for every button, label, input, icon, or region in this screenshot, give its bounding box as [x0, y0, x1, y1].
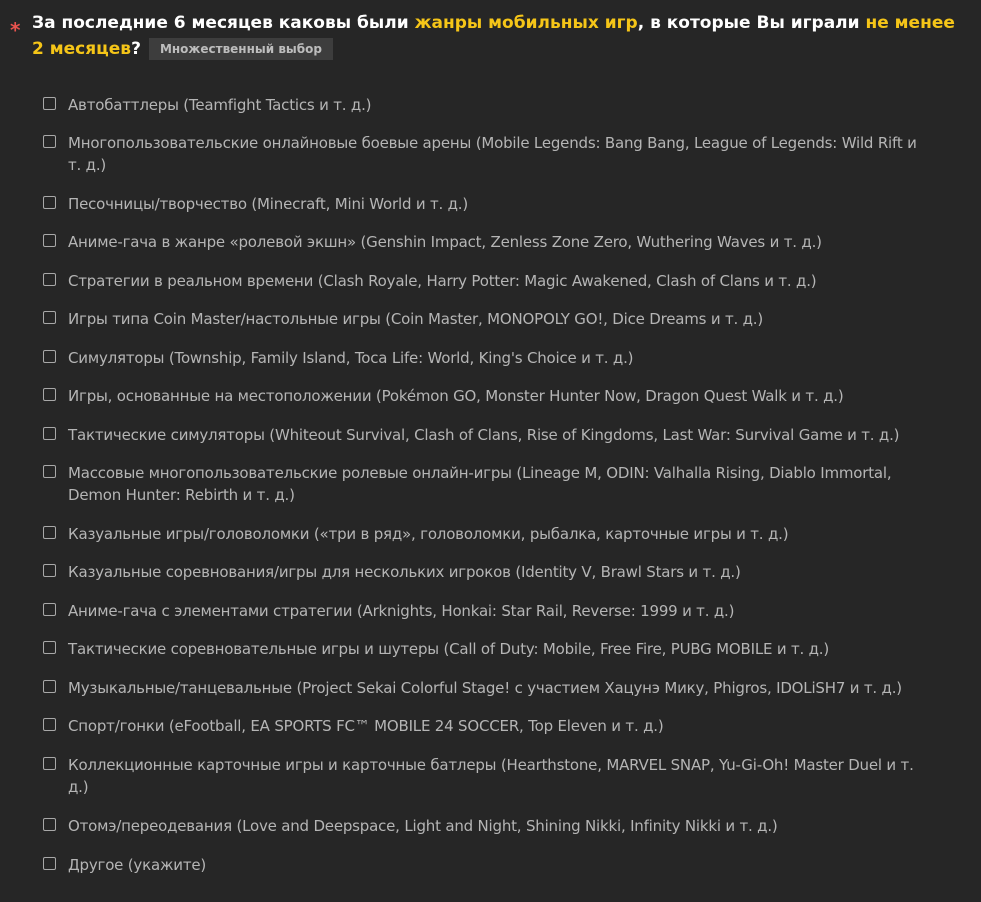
option-checkbox[interactable] [43, 234, 56, 247]
option-label[interactable]: Тактические соревновательные игры и шутеры (Call of Duty: Mobile, Free Fire, PUBG MOBILE и т. д.) [68, 640, 830, 658]
option-checkbox[interactable] [43, 526, 56, 539]
option-checkbox[interactable] [43, 196, 56, 209]
option-checkbox[interactable] [43, 718, 56, 731]
option-checkbox[interactable] [43, 465, 56, 478]
option-label[interactable]: Аниме-гача в жанре «ролевой экшн» (Genshin Impact, Zenless Zone Zero, Wuthering Waves и т. д.) [68, 233, 822, 251]
option-label[interactable]: Казуальные игры/головоломки («три в ряд», головоломки, рыбалка, карточные игры и т. д.) [68, 525, 789, 543]
multiple-choice-badge: Множественный выбор [149, 38, 333, 60]
title-text-3: ? [131, 39, 141, 59]
option-label[interactable]: Казуальные соревнования/игры для нескольких игроков (Identity V, Brawl Stars и т. д.) [68, 563, 741, 581]
title-highlight-duration: не менее 2 месяцев [32, 13, 955, 59]
question-title [32, 10, 962, 62]
option-label[interactable]: Песочницы/творчество (Minecraft, Mini World и т. д.) [68, 195, 469, 213]
option-label[interactable]: Многопользовательские онлайновые боевые арены (Mobile Legends: Bang Bang, League of Legends: Wild Rift и т. д.) [68, 134, 917, 174]
option-checkbox[interactable] [43, 135, 56, 148]
option-label[interactable]: Стратегии в реальном времени (Clash Royale, Harry Potter: Magic Awakened, Clash of Clans и т. д.) [68, 272, 817, 290]
option-checkbox[interactable] [43, 350, 56, 363]
option-label[interactable]: Массовые многопользовательские ролевые онлайн-игры (Lineage M, ODIN: Valhalla Rising, Diablo Immortal, Demon Hunter: Rebirth и т. д.) [68, 464, 892, 504]
option-label[interactable]: Отомэ/переодевания (Love and Deepspace, Light and Night, Shining Nikki, Infinity Nikki и т. д.) [68, 817, 778, 835]
option-checkbox[interactable] [43, 818, 56, 831]
option-checkbox[interactable] [43, 97, 56, 110]
option-checkbox[interactable] [43, 388, 56, 401]
option-label[interactable]: Игры типа Coin Master/настольные игры (Coin Master, MONOPOLY GO!, Dice Dreams и т. д.) [68, 310, 764, 328]
option-label[interactable]: Игры, основанные на местоположении (Pokémon GO, Monster Hunter Now, Dragon Quest Walk и т. д.) [68, 387, 844, 405]
title-text-1: За последние 6 месяцев каковы были [32, 13, 415, 33]
required-mark: * [10, 18, 21, 42]
option-checkbox[interactable] [43, 603, 56, 616]
option-checkbox[interactable] [43, 273, 56, 286]
option-checkbox[interactable] [43, 564, 56, 577]
option-checkbox[interactable] [43, 857, 56, 870]
option-label[interactable]: Коллекционные карточные игры и карточные батлеры (Hearthstone, MARVEL SNAP, Yu-Gi-Oh! Master Duel и т. д.) [68, 756, 914, 796]
option-checkbox[interactable] [43, 427, 56, 440]
option-label[interactable]: Спорт/гонки (eFootball, EA SPORTS FC™ MOBILE 24 SOCCER, Top Eleven и т. д.) [68, 717, 664, 735]
option-checkbox[interactable] [43, 757, 56, 770]
option-checkbox[interactable] [43, 641, 56, 654]
title-highlight-genres: жанры мобильных игр [414, 13, 638, 33]
option-label[interactable]: Аниме-гача с элементами стратегии (Arknights, Honkai: Star Rail, Reverse: 1999 и т. д.) [68, 602, 735, 620]
option-label[interactable]: Другое (укажите) [68, 856, 207, 874]
option-label[interactable]: Тактические симуляторы (Whiteout Survival, Clash of Clans, Rise of Kingdoms, Last War: Survival Game и т. д.) [68, 426, 900, 444]
option-label[interactable]: Автобаттлеры (Teamfight Tactics и т. д.) [68, 96, 372, 114]
option-label[interactable]: Симуляторы (Township, Family Island, Toca Life: World, King's Choice и т. д.) [68, 349, 634, 367]
title-text-2: , в которые Вы играли [637, 13, 866, 33]
option-checkbox[interactable] [43, 680, 56, 693]
option-checkbox[interactable] [43, 311, 56, 324]
option-label[interactable]: Музыкальные/танцевальные (Project Sekai Colorful Stage! с участием Хацунэ Мику, Phigros, IDOLiSH7 и т. д.) [68, 679, 902, 697]
